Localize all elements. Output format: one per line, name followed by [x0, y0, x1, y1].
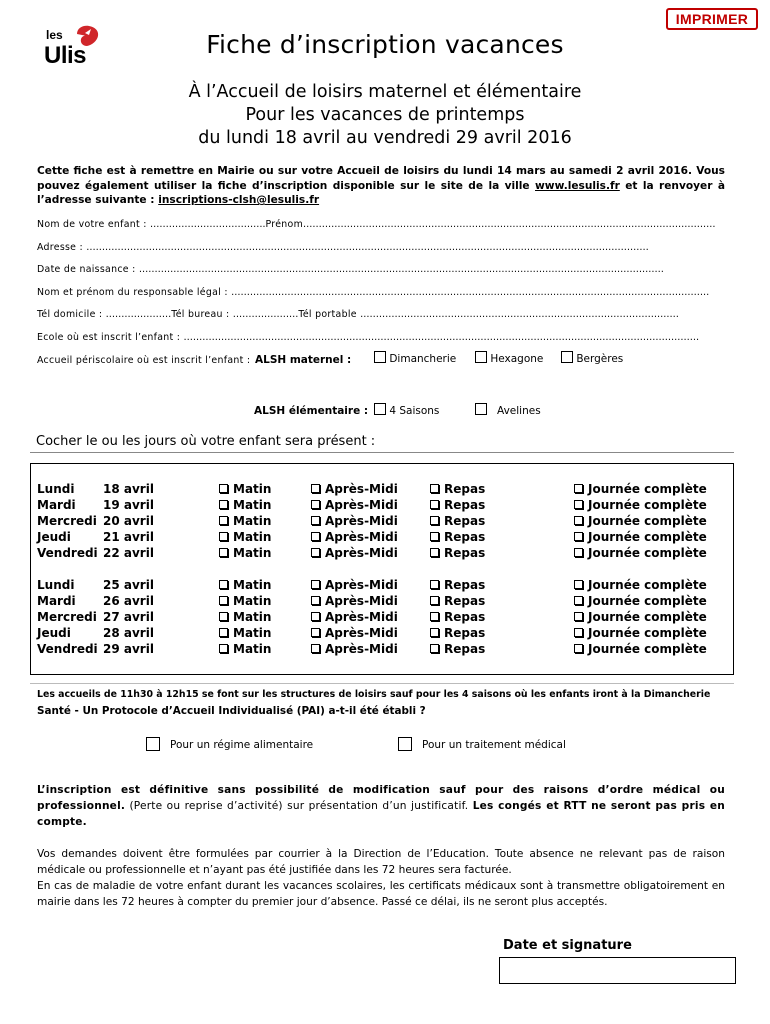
day-name: Vendredi	[37, 642, 98, 656]
apres-midi-label: Après-Midi	[325, 546, 398, 560]
apres-midi-label: Après-Midi	[325, 594, 398, 608]
repas-label: Repas	[444, 578, 486, 592]
first-name-label: Prénom	[265, 219, 304, 230]
option-matin[interactable]	[219, 514, 271, 528]
checkbox-apres-midi-icon[interactable]	[311, 500, 320, 509]
option-journee[interactable]	[574, 514, 707, 528]
mobile-phone-label: Tél portable	[298, 309, 361, 320]
checkbox-apres-midi-icon[interactable]	[311, 580, 320, 589]
checkbox-repas-icon[interactable]	[430, 516, 439, 525]
subtitle-2: Pour les vacances de printemps	[245, 105, 525, 125]
checkbox-repas-icon[interactable]	[430, 548, 439, 557]
journee-label: Journée complète	[588, 626, 707, 640]
child-name-label: Nom de votre enfant :	[37, 219, 151, 230]
matin-label: Matin	[233, 578, 272, 592]
journee-label: Journée complète	[588, 514, 707, 528]
checkbox-matin-icon[interactable]	[219, 484, 228, 493]
checkbox-journee-icon[interactable]	[574, 628, 583, 637]
checkbox-repas-icon[interactable]	[430, 644, 439, 653]
checkbox-repas-icon[interactable]	[430, 580, 439, 589]
phone-field[interactable]	[37, 309, 679, 320]
paragraph-requests: Vos demandes doivent être formulées par courrier à la Direction de l’Education. Toute absence ne relevant pas de raison médicale ou professionnelle et n’ayant pas été justifiée dans les 72 heures sera facturée.	[37, 848, 725, 876]
day-date: 26 avril	[103, 594, 154, 608]
checkbox-apres-midi-icon[interactable]	[311, 644, 320, 653]
day-name: Mardi	[37, 498, 76, 512]
option-repas[interactable]	[430, 626, 485, 640]
checkbox-repas-icon[interactable]	[430, 484, 439, 493]
matin-label: Matin	[233, 530, 272, 544]
intro-part1: Cette fiche est à remettre en Mairie ou sur votre Accueil de loisirs du lundi 14 mars au samedi 2 avril 2016. Vous pouvez également utiliser la fiche d’inscription disponible sur le site de la ville	[37, 165, 725, 192]
bergeres-label: Bergères	[576, 353, 624, 365]
address-field[interactable]	[37, 242, 649, 253]
option-matin[interactable]	[219, 482, 271, 496]
checkbox-matin-icon[interactable]	[219, 580, 228, 589]
subtitle-3: du lundi 18 avril au vendredi 29 avril 2016	[198, 128, 572, 148]
option-matin[interactable]	[219, 594, 271, 608]
birth-date-dots: ……………………………………………………………………………………………………………………………………………………	[138, 264, 664, 275]
day-name: Jeudi	[37, 626, 71, 640]
day-date: 21 avril	[103, 530, 154, 544]
option-4-saisons[interactable]	[374, 403, 439, 417]
option-apres-midi[interactable]	[311, 482, 398, 496]
option-matin[interactable]	[219, 578, 271, 592]
alsh-maternel-label: ALSH maternel :	[255, 354, 352, 366]
day-date: 28 avril	[103, 626, 154, 640]
option-bergeres[interactable]	[561, 351, 623, 365]
paragraph-inscription	[37, 782, 725, 830]
option-journee[interactable]	[574, 610, 707, 624]
checkbox-journee-icon[interactable]	[574, 612, 583, 621]
checkbox-journee-icon[interactable]	[574, 548, 583, 557]
school-label: Ecole où est inscrit l’enfant :	[37, 332, 184, 343]
option-journee[interactable]	[574, 498, 707, 512]
day-date: 27 avril	[103, 610, 154, 624]
repas-label: Repas	[444, 546, 486, 560]
checkbox-journee-icon[interactable]	[574, 596, 583, 605]
checkbox-journee-icon[interactable]	[574, 580, 583, 589]
option-repas[interactable]	[430, 610, 485, 624]
logo-les: les	[46, 28, 63, 42]
email-link[interactable]: inscriptions-clsh@lesulis.fr	[158, 194, 320, 206]
dimancherie-label: Dimancherie	[389, 353, 457, 365]
checkbox-journee-icon[interactable]	[574, 532, 583, 541]
checkbox-matin-icon[interactable]	[219, 644, 228, 653]
apres-midi-label: Après-Midi	[325, 530, 398, 544]
option-journee[interactable]	[574, 482, 707, 496]
print-button[interactable]: IMPRIMER	[666, 8, 758, 30]
checkbox-matin-icon[interactable]	[219, 500, 228, 509]
checkbox-matin-icon[interactable]	[219, 548, 228, 557]
repas-label: Repas	[444, 626, 486, 640]
repas-label: Repas	[444, 498, 486, 512]
option-matin[interactable]	[219, 626, 271, 640]
apres-midi-label: Après-Midi	[325, 626, 398, 640]
repas-label: Repas	[444, 530, 486, 544]
day-name: Mardi	[37, 594, 76, 608]
journee-label: Journée complète	[588, 530, 707, 544]
checkbox-matin-icon[interactable]	[219, 596, 228, 605]
option-repas[interactable]	[430, 546, 485, 560]
option-journee[interactable]	[574, 626, 707, 640]
checkbox-repas-icon[interactable]	[430, 596, 439, 605]
paragraph1-bold1: L’inscription est définitive sans possibilité de modification sauf pour des raisons d’ordre médical ou professionnel.	[37, 784, 725, 812]
website-link[interactable]: www.lesulis.fr	[535, 179, 620, 192]
checkbox-journee-icon[interactable]	[574, 500, 583, 509]
alsh-elementaire-label: ALSH élémentaire :	[254, 405, 369, 417]
day-date: 22 avril	[103, 546, 154, 560]
option-repas[interactable]	[430, 482, 485, 496]
repas-label: Repas	[444, 594, 486, 608]
option-avelines[interactable]	[475, 403, 541, 417]
apres-midi-label: Après-Midi	[325, 498, 398, 512]
matin-label: Matin	[233, 514, 272, 528]
birth-date-field[interactable]	[37, 264, 664, 275]
option-apres-midi[interactable]	[311, 594, 398, 608]
option-repas[interactable]	[430, 578, 485, 592]
checkbox-repas-icon[interactable]	[430, 628, 439, 637]
4-saisons-label: 4 Saisons	[389, 405, 440, 417]
apres-midi-label: Après-Midi	[325, 610, 398, 624]
meals-note: Les accueils de 11h30 à 12h15 se font sur les structures de loisirs sauf pour les 4 saisons où les enfants iront à la Dimancherie	[37, 689, 711, 700]
matin-label: Matin	[233, 610, 272, 624]
intro-text	[37, 164, 725, 208]
matin-label: Matin	[233, 642, 272, 656]
journee-label: Journée complète	[588, 642, 707, 656]
periscolaire-label: Accueil périscolaire où est inscrit l’enfant :	[37, 355, 251, 366]
days-divider	[30, 452, 734, 453]
repas-label: Repas	[444, 514, 486, 528]
repas-label: Repas	[444, 642, 486, 656]
day-date: 19 avril	[103, 498, 154, 512]
option-journee[interactable]	[574, 594, 707, 608]
matin-label: Matin	[233, 546, 272, 560]
checkbox-apres-midi-icon[interactable]	[311, 612, 320, 621]
paragraph1-normal: (Perte ou reprise d’activité) sur présentation d’un justificatif.	[125, 800, 473, 812]
paragraph1-bold2: Les congés et RTT ne seront pas pris en compte.	[37, 800, 725, 828]
pai-diet-label: Pour un régime alimentaire	[170, 739, 314, 751]
option-apres-midi[interactable]	[311, 530, 398, 544]
checkbox-bergeres[interactable]	[561, 351, 573, 363]
day-name: Vendredi	[37, 546, 98, 560]
guardian-dots: ………………………………………………………………………………………………………………………………………	[231, 287, 710, 298]
checkbox-matin-icon[interactable]	[219, 532, 228, 541]
pai-diet-option[interactable]	[146, 737, 313, 751]
journee-label: Journée complète	[588, 610, 707, 624]
checkbox-apres-midi-icon[interactable]	[311, 596, 320, 605]
option-apres-midi[interactable]	[311, 546, 398, 560]
checkbox-dimancherie[interactable]	[374, 351, 386, 363]
child-name-field[interactable]	[37, 219, 716, 230]
day-date: 25 avril	[103, 578, 154, 592]
hexagone-label: Hexagone	[490, 353, 544, 365]
checkbox-hexagone[interactable]	[475, 351, 487, 363]
address-dots: ………………………………………………………………………………………………………………………………………………………………	[86, 242, 649, 253]
pai-medical-option[interactable]	[398, 737, 566, 751]
day-name: Lundi	[37, 578, 75, 592]
subtitle-1: À l’Accueil de loisirs maternel et élémentaire	[188, 82, 582, 102]
journee-label: Journée complète	[588, 594, 707, 608]
checkbox-pai-medical[interactable]	[398, 737, 412, 751]
apres-midi-label: Après-Midi	[325, 642, 398, 656]
days-heading: Cocher le ou les jours où votre enfant sera présent :	[36, 434, 376, 449]
matin-label: Matin	[233, 594, 272, 608]
birth-date-label: Date de naissance :	[37, 264, 139, 275]
option-hexagone[interactable]	[475, 351, 543, 365]
day-name: Mercredi	[37, 514, 97, 528]
journee-label: Journée complète	[588, 578, 707, 592]
matin-label: Matin	[233, 482, 272, 496]
option-apres-midi[interactable]	[311, 626, 398, 640]
checkbox-journee-icon[interactable]	[574, 644, 583, 653]
option-journee[interactable]	[574, 546, 707, 560]
journee-label: Journée complète	[588, 482, 707, 496]
option-matin[interactable]	[219, 642, 271, 656]
child-name-dots: ……………………………….	[150, 219, 266, 230]
school-dots: …………………………………………………………………………………………………………………………………………………	[183, 332, 700, 343]
option-matin[interactable]	[219, 610, 271, 624]
paragraph-illness: En cas de maladie de votre enfant durant les vacances scolaires, les certificats médicaux sont à transmettre obligatoirement en mairie dans les 72 heures à compter du premier jour d’absence. Passé ce délai, ils ne seront plus acceptés.	[37, 880, 725, 908]
notes-divider	[30, 683, 734, 684]
apres-midi-label: Après-Midi	[325, 482, 398, 496]
repas-label: Repas	[444, 482, 486, 496]
checkbox-matin-icon[interactable]	[219, 516, 228, 525]
checkbox-matin-icon[interactable]	[219, 628, 228, 637]
option-repas[interactable]	[430, 642, 485, 656]
home-phone-label: Tél domicile :	[37, 309, 106, 320]
journee-label: Journée complète	[588, 498, 707, 512]
checkbox-journee-icon[interactable]	[574, 484, 583, 493]
day-name: Mercredi	[37, 610, 97, 624]
checkbox-matin-icon[interactable]	[219, 612, 228, 621]
option-repas[interactable]	[430, 594, 485, 608]
option-matin[interactable]	[219, 546, 271, 560]
repas-label: Repas	[444, 610, 486, 624]
address-label: Adresse :	[37, 242, 87, 253]
matin-label: Matin	[233, 626, 272, 640]
journee-label: Journée complète	[588, 546, 707, 560]
checkbox-apres-midi-icon[interactable]	[311, 548, 320, 557]
pai-question: Santé - Un Protocole d’Accueil Individualisé (PAI) a-t-il été établi ?	[37, 705, 426, 717]
checkbox-apres-midi-icon[interactable]	[311, 532, 320, 541]
option-apres-midi[interactable]	[311, 610, 398, 624]
day-date: 20 avril	[103, 514, 154, 528]
option-dimancherie[interactable]	[374, 351, 456, 365]
checkbox-apres-midi-icon[interactable]	[311, 516, 320, 525]
option-journee[interactable]	[574, 530, 707, 544]
day-date: 18 avril	[103, 482, 154, 496]
checkbox-repas-icon[interactable]	[430, 532, 439, 541]
mobile-phone-dots: …………………………………………………………………………………………	[360, 309, 679, 320]
checkbox-repas-icon[interactable]	[430, 500, 439, 509]
guardian-label: Nom et prénom du responsable légal :	[37, 287, 232, 298]
day-date: 29 avril	[103, 642, 154, 656]
days-grid	[30, 463, 734, 675]
checkbox-journee-icon[interactable]	[574, 516, 583, 525]
option-repas[interactable]	[430, 514, 485, 528]
signature-box[interactable]	[499, 957, 736, 984]
checkbox-pai-diet[interactable]	[146, 737, 160, 751]
checkbox-repas-icon[interactable]	[430, 612, 439, 621]
option-journee[interactable]	[574, 642, 707, 656]
day-name: Lundi	[37, 482, 75, 496]
option-journee[interactable]	[574, 578, 707, 592]
checkbox-apres-midi-icon[interactable]	[311, 484, 320, 493]
guardian-field[interactable]	[37, 287, 709, 298]
option-apres-midi[interactable]	[311, 578, 398, 592]
signature-label: Date et signature	[503, 938, 632, 953]
first-name-dots: ……………………………………………………………………………………………………………………	[303, 219, 716, 230]
work-phone-dots: …………………	[232, 309, 299, 320]
checkbox-apres-midi-icon[interactable]	[311, 628, 320, 637]
option-matin[interactable]	[219, 530, 271, 544]
day-name: Jeudi	[37, 530, 71, 544]
matin-label: Matin	[233, 498, 272, 512]
apres-midi-label: Après-Midi	[325, 514, 398, 528]
option-repas[interactable]	[430, 530, 485, 544]
logo-name: Ulis	[44, 42, 87, 69]
work-phone-label: Tél bureau :	[171, 309, 233, 320]
checkbox-4-saisons[interactable]	[374, 403, 386, 415]
apres-midi-label: Après-Midi	[325, 578, 398, 592]
option-matin[interactable]	[219, 498, 271, 512]
option-apres-midi[interactable]	[311, 498, 398, 512]
option-apres-midi[interactable]	[311, 642, 398, 656]
checkbox-avelines[interactable]	[475, 403, 487, 415]
pai-medical-label: Pour un traitement médical	[422, 739, 566, 751]
school-field[interactable]	[37, 332, 699, 343]
intro-part2: et la renvoyer à l’adresse suivante :	[37, 179, 725, 206]
avelines-label: Avelines	[497, 405, 541, 417]
option-apres-midi[interactable]	[311, 514, 398, 528]
home-phone-dots: …………………	[105, 309, 172, 320]
option-repas[interactable]	[430, 498, 485, 512]
page-title: Fiche d’inscription vacances	[206, 30, 564, 59]
